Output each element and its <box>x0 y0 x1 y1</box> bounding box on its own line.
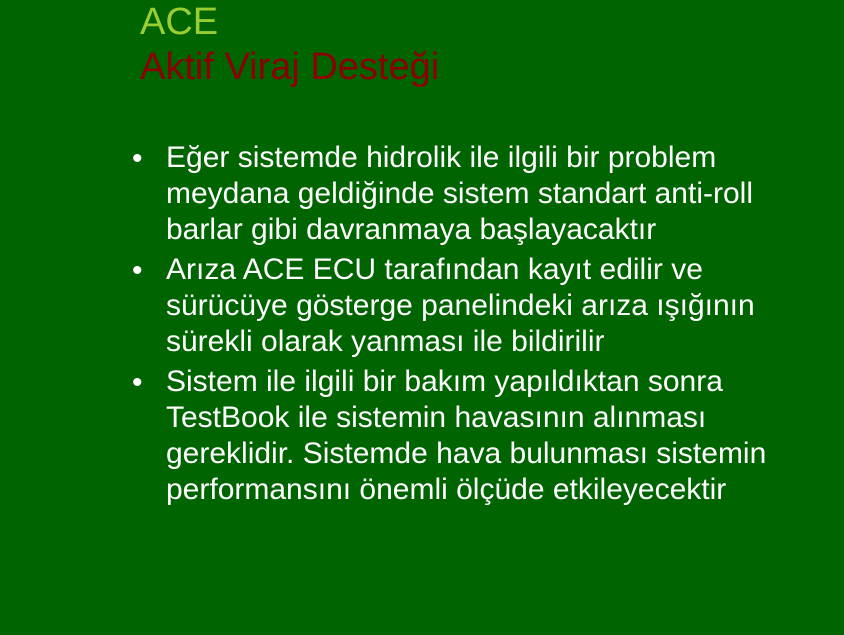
list-item <box>132 140 832 248</box>
bullet-point-icon: • <box>132 142 143 175</box>
list-item-text: Sistem ile ilgili bir bakım yapıldıktan sonra TestBook ile sistemin havasının alınması gereklidir. Sistemde hava bulunması sistemin performansını önemli ölçüde etkileyecektir <box>166 365 767 506</box>
slide-title-block <box>140 0 830 90</box>
slide-body <box>132 140 832 512</box>
bullet-point-icon: • <box>132 366 143 399</box>
list-item-text: Eğer sistemde hidrolik ile ilgili bir problem meydana geldiğinde sistem standart anti-roll barlar gibi davranmaya başlayacaktır <box>166 141 753 246</box>
list-item <box>132 364 832 508</box>
list-item-text: Arıza ACE ECU tarafından kayıt edilir ve sürücüye gösterge panelindeki arıza ışığının sürekli olarak yanması ile bildirilir <box>166 253 755 358</box>
list-item <box>132 252 832 360</box>
page-title: ACE <box>140 1 219 43</box>
bullet-point-icon: • <box>132 254 143 287</box>
page-subtitle: Aktif Viraj Desteği <box>140 46 440 88</box>
